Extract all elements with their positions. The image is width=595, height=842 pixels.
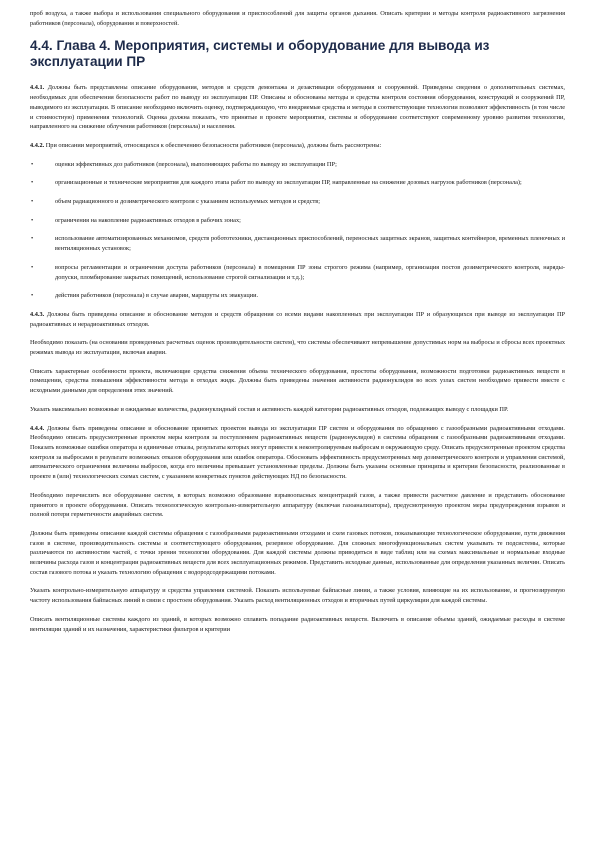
list-item: • вопросы регламентации и ограничения доступа работников (персонала) в помещения ПР зоны строгого режима (например, организация постов дозиметрического контроля, наряды-допуски, пломбирование закрытых помещений, использование строгой сигнализации и т.д.); [31,263,565,281]
bullet-icon: • [31,216,34,224]
bullet-icon: • [31,160,34,168]
bullet-icon: • [31,235,34,243]
bullet-icon: • [31,292,34,300]
section-heading: 4.4. Глава 4. Мероприятия, системы и оборудование для вывода из эксплуатации ПР [30,38,490,70]
clause-number: 4.4.4. [30,424,45,432]
bullet-icon: • [31,179,34,187]
intro-paragraph: проб воздуха, а также выбора и использования специального оборудования и приспособлений для защиты органов дыхания. Описать критерии и методы контроля радиоактивного загрязнения работников (персонала), оборудования и поверхностей. [30,10,565,27]
paragraph-text: Должны быть приведены описание и обоснование принятых проектом вывода из эксплуатации ПР систем и оборудования по обращению с газообразными радиоактивными отходами. Необходимо описать предусмотренные проектом меры контроля за поступлением радиоактивных веществ (радионуклидов) в системы обращения с газообразными радиоактивными отходами. Показать возможные ошибки оператора и единичные отказы, результаты которых могут привести к неконтролируемым выбросам в окружающую среду. Описать предусмотренные проектом средства контроля за выбросами в результате возможных отказов оборудования или ошибок оператора. Обосновать эффективность предусмотренных мер дозиметрического контроля и управления системой, автоматического ограничения величины выбросов, когда его величины превышает установленные пределы. Должны быть указаны основные принципы и критерии безопасности, реализованные в проекте в (или) технологических схемах систем, с указанием конкретных пунктов действующих НД по безопасности. [30,424,565,481]
paragraph-design-features: Описать характерные особенности проекта, включающие средства снижения объема технического оборудования, простоты оборудования, возможности подготовки радиоактивных веществ в помещении, средства повышения эффективности метода в отходах жидк. Должны быть приведены значения активности радионуклидов во всех узлах систем необходимо привести вместе с исходными данными для определения этих значений. [30,367,565,395]
list-item: • организационные и технические мероприятия для каждого этапа работ по выводу из эксплуатации ПР, направленные на снижение дозовых нагрузок работников (персонала); [31,179,522,187]
list-item: • объем радиационного и дозиметрического контроля с указанием используемых методов и средств; [31,198,320,206]
paragraph-discharge-limits: Необходимо показать (на основании проведенных расчетных оценок производительности систем), что системы обеспечивают непревышение допустимых норм на выбросы и сбросы всех проектных режимах вывода из эксплуатации, включая аварии. [30,339,565,357]
list-item: • использование автоматизированных механизмов, средств робототехники, дистанционных приспособлений, переносных защитных экранов, защитных контейнеров, временных пленочных и вентиляционных установок; [31,235,565,253]
paragraph-gas-systems: Должны быть приведены описание каждой системы обращения с газообразными радиоактивными отходами и схем газовых потоков, показывающие технологическое оборудование, пути движения газов в системе, производительность системы и соответствующего оборудования, резервное оборудование. Для сложных многофункциональных систем указывать те подсистемы, которые различаются по активностям частей, с точки зрения технологии оборудования. Для каждой системы должны приводиться в виде таблиц или на схемах максимальные и нормальные входные величины расхода газов и концентрации радиоактивных веществ для всех эксплуатационных режимов. Представить исходные данные, использованные для определения указанных величин. Описать состав газового потока и указать технологию обращения с водородсодержащими потоками. [30,529,565,576]
paragraph-waste-quantities: Указать максимально возможные и ожидаемые количества, радионуклидный состав и активность каждой категории радиоактивных отходов, подлежащих выводу с площадки ПР. [30,405,509,413]
paragraph-text: Должны быть приведены описание и обоснование методов и средств обращения со всеми видами накопленных при эксплуатации ПР и образующихся при выводе из эксплуатации ПР радиоактивных и нерадиоактивных отходов. [30,310,565,328]
clause-number: 4.4.3. [30,310,45,318]
paragraph-4-4-3 [30,310,565,329]
paragraph-instrumentation: Указать контрольно-измерительную аппаратуру и средства управления системой. Показать используемые байпасные линии, а также условия, влияющие на их использование, и прогнозируемую частоту использования байпасных линий в связи с простоем оборудования. Указать расход вентиляционных отходов и вторичных путей циркуляции для каждой системы. [30,587,565,605]
paragraph-4-4-2 [30,141,565,151]
list-item: • ограничения на накопление радиоактивных отходов в рабочих зонах; [31,216,241,224]
clause-number: 4.4.1. [30,84,45,92]
paragraph-explosive-gases: Необходимо перечислить все оборудование систем, в которых возможно образование взрывоопасных концентраций газов, а также привести расчетное давление и представить обоснование принятого в проекте оборудования. Описать технологическую контрольно-измерительную аппаратуру (включая газоанализаторы), предусмотренную проектом меры предупреждения взрывов и полной потери герметичности аварийных систем. [30,491,565,519]
list-item: • действия работников (персонала) в случае аварии, маршруты их эвакуации. [31,292,259,300]
clause-number: 4.4.2. [30,141,45,149]
paragraph-ventilation: Описать вентиляционные системы каждого из зданий, в которых возможно сплавить попадание радиоактивных веществ. Включить в описание объемы зданий, ожидаемые расходы в системе вентиляции зданий и их назначения, характеристики фильтров и критерии [30,615,565,633]
bullet-icon: • [31,263,34,271]
bullet-icon: • [31,198,34,206]
paragraph-4-4-1 [30,83,565,132]
safety-measures-list [30,160,565,301]
paragraph-text: При описании мероприятий, относящихся к обеспечению безопасности работников (персонала), должны быть рассмотрены: [45,141,382,149]
paragraph-4-4-4 [30,424,565,482]
list-item: • оценки эффективных доз работников (персонала), выполняющих работы по выводу из эксплуатации ПР; [31,160,337,168]
paragraph-text: Должны быть представлены описание оборудования, методов и средств демонтажа и дезактивации оборудования и сооружений. Приведены сведения о дополнительных системах, необходимых для обеспечения безопасности работ по выводу из эксплуатации ПР. Описаны и обоснованы методы и средства контроля состояния оборудования, конструкций и сооружений ПР, выводимого из эксплуатации. В описание необходимо включить оценку, подтверждающую, что внедряемые средства и методы в соответствующие технологии позволяют эффективность (в том числе и стоимостную) применения технологий. Оценка должна показать, что принятые в проекте мероприятия, системы и оборудование соответствуют современному уровню развития технологии, направленного на снижение облучения работников (персонала) и населения. [30,84,565,131]
